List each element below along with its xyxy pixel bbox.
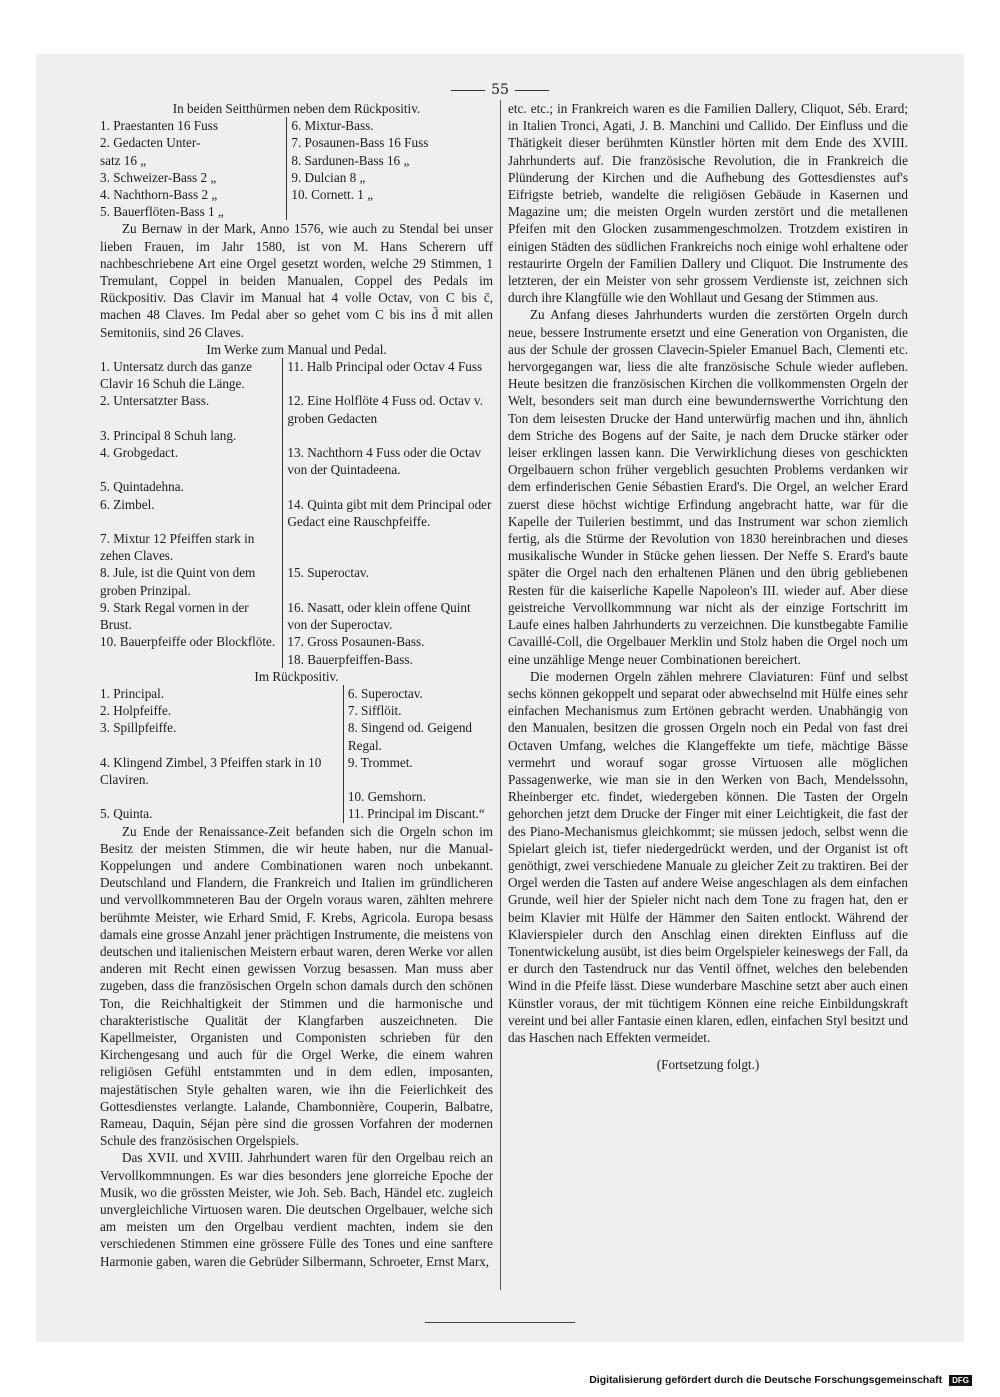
stop-right: 9. Dulcian 8 „	[287, 169, 493, 186]
paragraph: Das XVII. und XVIII. Jahrhundert waren für den Orgelbau reich an Vervollkommnungen. Es war dies besonders jene glorreiche Epoche der Musik, wo die grössten Meister, wie Joh. Seb. Bach, Händel etc. zugleich unvergleichliche Virtuosen waren. Die deutschen Orgelbauer, welche sich am meisten um den Orgelbau verdient machten, indem sie den verschiedenen Stimmen eine grössere Fülle des Tones und eine sanftere Harmonie gaben, waren die Gebrüder Silbermann, Schroeter, Ernst Marx,	[100, 1150, 493, 1269]
stop-right	[283, 530, 493, 564]
stop-left: 3. Schweizer-Bass 2 „	[100, 169, 217, 185]
stop-left: 4. Nachthorn-Bass 2 „	[100, 187, 218, 203]
stop-row	[100, 169, 493, 186]
stop-left: 1. Principal.	[100, 685, 165, 701]
stop-row	[100, 186, 493, 203]
stop-left: 1. Praestanten 16 Fuss	[100, 118, 218, 134]
stop-row	[100, 203, 493, 220]
stop-left: 6. Zimbel.	[100, 496, 155, 512]
dfg-logo: DFG	[949, 1375, 972, 1386]
stop-left: 4. Grobgedact.	[100, 445, 178, 461]
stop-row	[100, 392, 493, 426]
stop-row	[100, 754, 493, 788]
stop-right	[287, 203, 493, 220]
stop-row	[100, 427, 493, 444]
paragraph: Die modernen Orgeln zählen mehrere Claviaturen: Fünf und selbst sechs können gekoppelt und separat oder abwechselnd mit Hülfe eines sehr einfachen Mechanismus zum Ertönen gebracht werden. Unabhängig von den Manualen, besitzen die grossen Orgeln noch ein Pedal von fast drei Octaven Umfang, welches die Klangeffekte um tiefe, mächtige Bässe vermehrt und worauf sogar grosse Virtuosen alle möglichen Passagenwerke, wie man sie in den Werken von Bach, Mendelssohn, Rheinberger etc. findet, wiedergeben können. Die Tasten der Orgeln gehorchen jetzt dem Drucke der Finger mit einer Leichtigkeit, die fast der des Piano-Mechanismus gleichkommt; sie müssen jedoch, selbst wenn die Spielart gleich ist, tiefer niedergedrückt werden, und der Organist ist oft genöthigt, zwei verschiedene Manuale zu gleicher Zeit zu traktiren. Bei der Orgel werden die Tasten auf andere Weise angeschlagen als dem einfachen Grunde, weil hier der Spieler nicht nach dem Tone zu fragen hat, den er beim Klavier mit Hülfe der Hämmer den Saiten entlockt. Während der Klavierspieler durch den Anschlag einen direkten Einfluss auf die Tonentwickelung ausübt, ist dies beim Orgelspieler keineswegs der Fall, da er durch den Tastendruck nur das Ventil öffnet, welches den belebenden Wind in die Pfeife lässt. Diese wunderbare Maschine setzt aber auch einen Künstler voraus, der mit tüchtigem Können eine reiche Einbildungskraft vereint und bei aller Fantasie einen klaren, edlen, einfachen Styl besitzt und das Haschen nach Effekten vermeidet.	[508, 668, 908, 1045]
stop-row	[100, 444, 493, 478]
stop-right: 14. Quinta gibt mit dem Principal oder Gedact eine Rauschpfeiffe.	[283, 496, 493, 530]
footer-text: Digitalisierung gefördert durch die Deutsche Forschungsgemeinschaft	[589, 1374, 943, 1386]
paragraph: etc. etc.; in Frankreich waren es die Familien Dallery, Cliquot, Séb. Erard; in Italien Tronci, Agati, J. B. Manchini und Callido. Der Einfluss und die Thätigkeit dieser berühmten Künstler hörten mit dem Ende des XVIII. Jahrhunderts auf. Die französische Revolution, die in Frankreich die Plünderung der Kirchen und die Aufhebung des Gottesdienstes auf's Eifrigste betrieb, wandelte die religiösen Gebäude in Kasernen und Magazine um; die meisten Orgeln wurden zerstört und die metallenen Pfeifen mit den Glocken zusammengeschmolzen. Trotzdem existiren in einigen Städten des südlichen Frankreichs noch einige wohl erhaltene oder restaurirte Orgeln der Familien Dallery und Cliquot. Die Instrumente des letzteren, der ein Meister von sehr grossem Verdienste ist, zeichnen sich durch ihre Klangfülle wie den Wohllaut und Gesang der Stimmen aus.	[508, 101, 908, 306]
stop-right: 10. Gemshorn.	[343, 788, 493, 805]
stop-right	[283, 427, 493, 444]
stop-right: 11. Principal im Discant.“	[343, 805, 493, 822]
stop-row	[100, 358, 493, 392]
stop-row	[100, 496, 493, 530]
stop-left: 3. Spillpfeiffe.	[100, 720, 177, 736]
continuation-note: (Fortsetzung folgt.)	[656, 1057, 760, 1073]
stop-left: 3. Principal 8 Schuh lang.	[100, 427, 237, 443]
stop-row	[100, 651, 493, 668]
stop-right: 9. Trommet.	[343, 754, 493, 788]
stop-left: satz 16 „	[100, 152, 147, 168]
section-heading: In beiden Seitthürmen neben dem Rückpositiv.	[172, 101, 421, 116]
stop-row	[100, 564, 493, 598]
stop-right: 8. Sardunen-Bass 16 „	[287, 152, 493, 169]
paragraph: Zu Bernaw in der Mark, Anno 1576, wie auch zu Stendal bei unser lieben Frauen, im Jahr 1580, ist von M. Hans Scherern uff nachbeschriebene Art eine Orgel gesetzt worden, welche 29 Stimmen, 1 Tremulant, Coppel in beiden Manualen, Coppel des Pedals im Rückpositiv. Das Clavir im Manual hat 4 volle Octav, von C bis c̄, machen 48 Claves. Im Pedal aber so gehet vom C bis ins d̄ mit allen Semitoniis, sind 26 Claves.	[100, 221, 493, 340]
stop-left: 5. Quintadehna.	[100, 479, 184, 495]
page-number: 55	[0, 82, 1000, 98]
section-heading: Im Rückpositiv.	[254, 668, 339, 684]
column-divider	[500, 100, 501, 1290]
stop-left: 5. Bauerflöten-Bass 1 „	[100, 204, 224, 220]
stop-left	[100, 651, 283, 668]
stop-right: 7. Sifflöit.	[343, 702, 493, 719]
stop-list-rueckpositiv	[100, 685, 493, 823]
stop-left: 7. Mixtur 12 Pfeiffen stark in zehen Claves.	[100, 531, 255, 564]
right-column	[508, 100, 908, 1073]
bottom-rule	[425, 1322, 575, 1323]
stop-row	[100, 719, 493, 753]
left-column	[100, 100, 493, 1270]
stop-left: 8. Jule, ist die Quint von dem groben Prinzipal.	[100, 565, 256, 598]
stop-row	[100, 805, 493, 822]
stop-right: 16. Nasatt, oder klein offene Quint von der Superoctav.	[283, 599, 493, 633]
stop-list-side-towers	[100, 117, 493, 220]
stop-row	[100, 599, 493, 633]
stop-row	[100, 117, 493, 134]
stop-left: 2. Untersatzter Bass.	[100, 393, 210, 409]
stop-left: 9. Stark Regal vornen in der Brust.	[100, 599, 249, 633]
stop-right: 12. Eine Holflöte 4 Fuss od. Octav v. groben Gedacten	[283, 392, 493, 426]
paragraph: Zu Ende der Renaissance-Zeit befanden sich die Orgeln schon im Besitz der meisten Stimmen, die wir heute haben, nur die Manual-Koppelungen und andere Combinationen waren noch unbekannt. Deutschland und Flandern, die Frankreich und Italien im gründlicheren und vervollkommneteren Bau der Orgeln voraus waren, zählten mehrere berühmte Meister, wie Erhard Smid, F. Krebs, Agricola. Europa besass damals eine grosse Anzahl jener prächtigen Instrumente, die meistens von deutschen und italienischen Meistern erbaut waren, deren Werke vor allen anderen mit Recht einen gewissen Vorzug besassen. Man muss aber zugeben, dass die französischen Orgeln schon damals durch den schönen Ton, die Reichhaltigkeit der Stimmen und die harmonische und charakteristische Qualität der Klangfarben auszeichneten. Die Kapellmeister, Organisten und Componisten schrieben für den Kirchengesang und auch für die Orgel Werke, die einem wahren religiösen Gefühl entstammten und in dem edlen, imposanten, majestätischen Style gehalten waren, wie ihn die Feierlichkeit des Gottesdienstes verlangte. Lalande, Chambonnière, Couperin, Balbatre, Rameau, Daquin, Séjan père sind die grossen Vorfahren der modernen Schule des französischen Orgelspiels.	[100, 823, 493, 1149]
stop-left: 4. Klingend Zimbel, 3 Pfeiffen stark in 10 Claviren.	[100, 754, 322, 787]
stop-row	[100, 685, 493, 702]
stop-row	[100, 134, 493, 151]
stop-list-manual-pedal	[100, 358, 493, 668]
stop-right: 6. Mixtur-Bass.	[287, 117, 493, 134]
funding-footer	[589, 1374, 972, 1386]
paragraph: Zu Anfang dieses Jahrhunderts wurden die zerstörten Orgeln durch neue, bessere Instrumente ersetzt und eine Generation von Organisten, die aus der Schule der grossen Clavecin-Spieler Emanuel Bach, Clementi etc. hervorgegangen war, liess die alte französische Schule wieder aufleben. Heute besitzen die französischen Kirchen die vollkommensten Orgeln der Welt, besonders seit man durch eine bewundernswerthe Vorrichtung den Ton dem leisesten Drucke der Hand unterwürfig machen und ihn, ähnlich dem Striche des Bogens auf der Saite, je nach dem Drucke stärker oder leiser erklingen lassen kann. Die Verwirklichung dieses von geschickten Orgelbauern schon früher vergeblich gesuchten Problems verdanken wir dem erfinderischen Genie Sébastien Erard's. Die Orgel, an welcher Erard zuerst diese höchst wichtige Erfindung angebracht hatte, war für die Kapelle der Tuilerien bestimmt, und das Instrument war schon ziemlich fertig, als die Stürme der Revolution von 1830 hereinbrachen und dieses musikalische Wunder in Stücke gehen liessen. Der Neffe S. Erard's baute später die Orgel nach den erhaltenen Plänen und den übrig gebliebenen Resten für die kaiserliche Kapelle Napoleon's III. wieder auf. Aber diese geistreiche Vervollkommnung war nicht als der einzige Fortschritt im Laufe eines halben Jahrhunderts zu verzeichnen. Die kunstbegabte Familie Cavaillé-Coll, die Orgelbauer Merklin und Stolz haben die Orgel noch um eine unzählige Menge neuer Combinationen bereichert.	[508, 307, 908, 667]
stop-right: 15. Superoctav.	[283, 564, 493, 598]
stop-right: 8. Singend od. Geigend Regal.	[343, 719, 493, 753]
stop-right: 18. Bauerpfeiffen-Bass.	[283, 651, 493, 668]
section-heading: Im Werke zum Manual und Pedal.	[206, 341, 387, 357]
stop-left: 2. Gedacten Unter-	[100, 135, 201, 151]
stop-right: 6. Superoctav.	[343, 685, 493, 702]
stop-row	[100, 478, 493, 495]
stop-right: 17. Gross Posaunen-Bass.	[283, 633, 493, 650]
stop-right: 7. Posaunen-Bass 16 Fuss	[287, 134, 493, 151]
stop-row	[100, 633, 493, 650]
stop-right: 10. Cornett. 1 „	[287, 186, 493, 203]
stop-left: 2. Holpfeiffe.	[100, 703, 172, 719]
stop-row	[100, 152, 493, 169]
stop-right: 11. Halb Principal oder Octav 4 Fuss	[283, 358, 493, 392]
stop-right	[283, 478, 493, 495]
stop-row	[100, 702, 493, 719]
stop-left: 10. Bauerpfeiffe oder Blockflöte.	[100, 634, 276, 650]
stop-row	[100, 788, 493, 805]
stop-row	[100, 530, 493, 564]
stop-left: 1. Untersatz durch das ganze Clavir 16 Schuh die Länge.	[100, 359, 252, 392]
stop-right: 13. Nachthorn 4 Fuss oder die Octav von der Quintadeena.	[283, 444, 493, 478]
stop-left	[100, 788, 343, 805]
stop-left: 5. Quinta.	[100, 806, 153, 822]
